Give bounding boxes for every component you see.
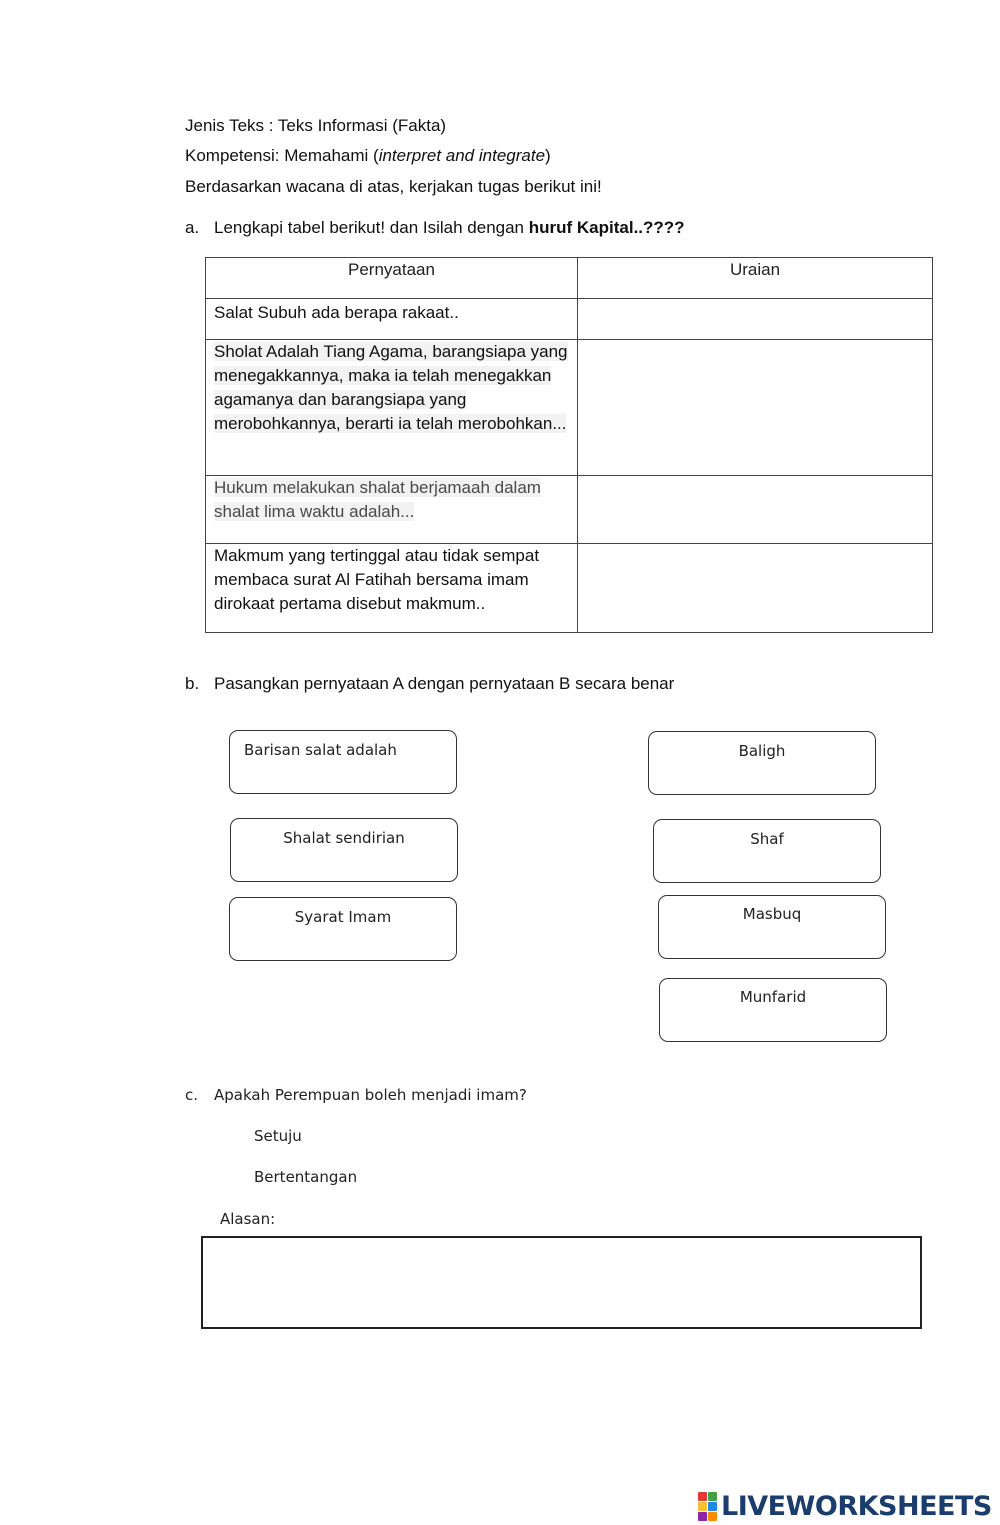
logo-square: [708, 1492, 717, 1501]
section-b-instruction: Pasangkan pernyataan A dengan pernyataan B secara benar: [214, 674, 675, 693]
instruction-line: Berdasarkan wacana di atas, kerjakan tugas berikut ini!: [185, 177, 602, 196]
section-a-instruction: [214, 218, 685, 238]
match-left-label: Barisan salat adalah: [244, 741, 397, 759]
statement-text: Hukum melakukan shalat berjamaah dalam shalat lima waktu adalah...: [214, 478, 541, 521]
section-a-text: Lengkapi tabel berikut! dan Isilah dengan: [214, 218, 529, 237]
statement-text: Sholat Adalah Tiang Agama, barangsiapa yang menegakkannya, maka ia telah menegakkan agamanya dan barangsiapa yang merobohkannya, berarti ia telah merobohkan...: [214, 342, 568, 433]
option-bertentangan[interactable]: Bertentangan: [254, 1168, 358, 1186]
match-left-label: Shalat sendirian: [283, 829, 405, 847]
match-right-1[interactable]: [648, 731, 876, 795]
table-row: [206, 299, 933, 340]
reason-input-box[interactable]: [201, 1236, 922, 1329]
match-right-4[interactable]: [659, 978, 887, 1042]
table-header-row: [206, 258, 933, 299]
section-c-marker: c.: [185, 1086, 199, 1104]
section-a-bold: huruf Kapital..????: [528, 218, 685, 237]
logo-square: [698, 1492, 707, 1501]
section-c-question: Apakah Perempuan boleh menjadi imam?: [214, 1086, 527, 1104]
statement-cell: Makmum yang tertinggal atau tidak sempat membaca surat Al Fatihah bersama imam dirokaat pertama disebut makmum..: [206, 544, 578, 633]
competency-suffix: ): [545, 146, 551, 165]
text-type-line: Jenis Teks : Teks Informasi (Fakta): [185, 116, 447, 135]
match-left-1[interactable]: [229, 730, 457, 794]
header-pernyataan: Pernyataan: [206, 258, 578, 299]
answer-cell[interactable]: [578, 299, 933, 340]
competency-line: [185, 146, 551, 166]
answer-cell[interactable]: [578, 340, 933, 476]
statement-cell: Salat Subuh ada berapa rakaat..: [206, 299, 578, 340]
match-right-2[interactable]: [653, 819, 881, 883]
logo-square: [698, 1502, 707, 1511]
competency-prefix: Kompetensi: Memahami (: [185, 146, 379, 165]
answer-cell[interactable]: [578, 476, 933, 544]
competency-italic: interpret and integrate: [378, 146, 546, 165]
reason-label: Alasan:: [220, 1210, 276, 1228]
match-right-label: Munfarid: [739, 988, 807, 1006]
statement-cell: [206, 340, 578, 476]
statement-table: [205, 257, 933, 633]
logo-icon: [698, 1492, 717, 1521]
match-right-label: Masbuq: [742, 905, 802, 923]
match-left-label: Syarat Imam: [294, 908, 392, 926]
match-right-label: Shaf: [750, 830, 784, 848]
match-left-3[interactable]: [229, 897, 457, 961]
match-left-2[interactable]: [230, 818, 458, 882]
section-a-marker: a.: [185, 218, 200, 237]
logo-square: [708, 1502, 717, 1511]
logo-square: [698, 1512, 707, 1521]
match-right-3[interactable]: [658, 895, 886, 959]
match-right-label: Baligh: [738, 742, 786, 760]
section-b-marker: b.: [185, 674, 200, 693]
table-row: [206, 544, 933, 633]
table-row: [206, 476, 933, 544]
logo-text: LIVEWORKSHEETS: [721, 1490, 992, 1522]
header-uraian: Uraian: [578, 258, 933, 299]
liveworksheets-logo: [698, 1490, 992, 1522]
table-row: [206, 340, 933, 476]
statement-cell: [206, 476, 578, 544]
logo-square: [708, 1512, 717, 1521]
option-setuju[interactable]: Setuju: [254, 1127, 302, 1145]
answer-cell[interactable]: [578, 544, 933, 633]
